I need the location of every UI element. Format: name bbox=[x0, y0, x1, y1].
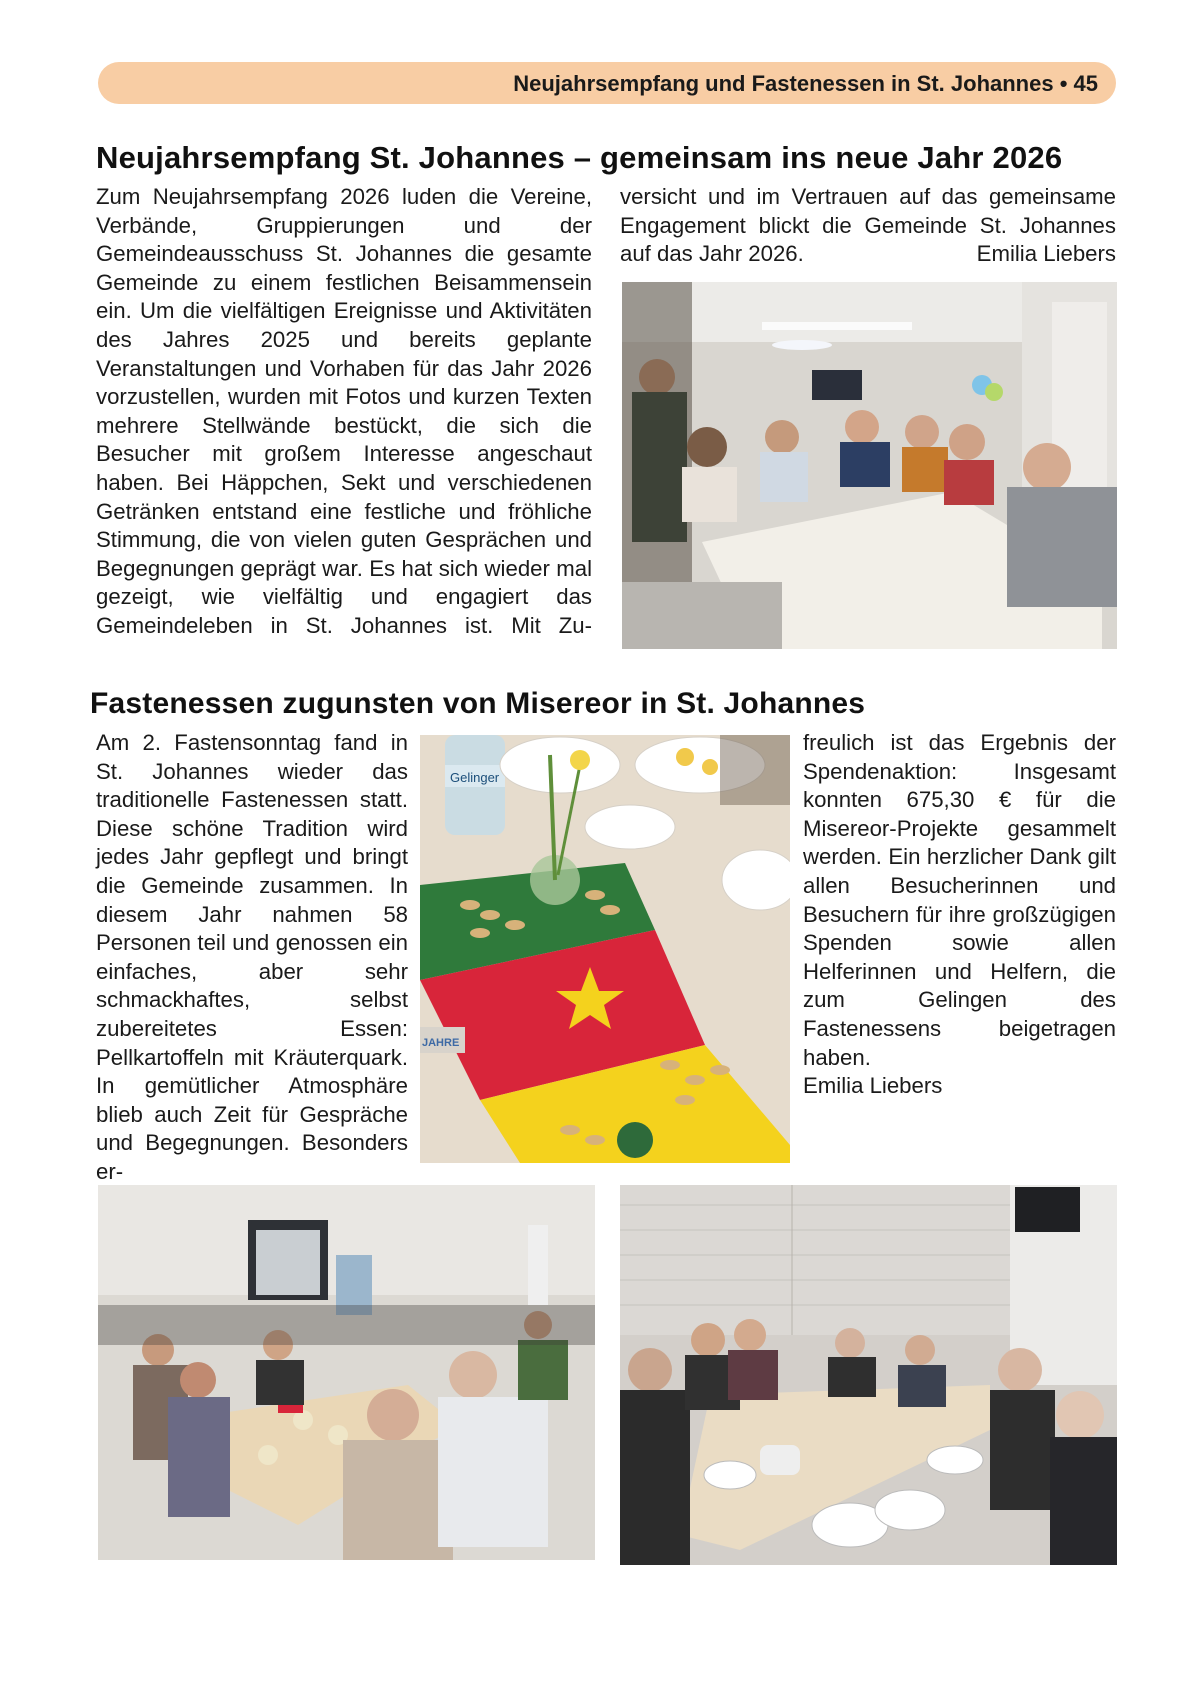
photo-table-decoration bbox=[420, 735, 790, 1163]
article1-author: Emilia Liebers bbox=[976, 241, 1116, 267]
bottle-label: Gelinger bbox=[450, 770, 500, 785]
photo-reception bbox=[622, 282, 1117, 649]
article1-column-left bbox=[96, 183, 592, 641]
article2-column-left bbox=[96, 729, 408, 1187]
article2-title: Fastenessen zugunsten von Misereor in St. Johannes bbox=[90, 687, 866, 720]
article1-body-left: Zum Neujahrsempfang 2026 luden die Vereine, Verbände, Gruppierungen und der Gemeindeausschuss St. Johannes die gesamte Gemeinde zu einem festlichen Beisammensein ein. Um die vielfältigen Ereignisse und Aktivitäten des Jahres 2025 und bereits geplante Veranstaltungen und Vorhaben für das Jahr 2026 vorzustellen, wurden mit Fotos und kurzen Texten mehrere Stellwände bestückt, die sich die Besucher mit großem Interesse angeschaut haben. Bei Häppchen, Sekt und verschiedenen Getränken entstand eine festliche und fröhliche Stimmung, die von vielen guten Gesprächen und Begegnungen geprägt war. Es hat sich wieder mal gezeigt, wie vielfältig und engagiert das Gemeindeleben in St. Johannes ist. Mit Zu- bbox=[96, 184, 592, 638]
article2-column-right bbox=[803, 729, 1116, 1101]
article2-author: Emilia Liebers bbox=[803, 1073, 943, 1099]
article1-title: Neujahrsempfang St. Johannes – gemeinsam ins neue Jahr 2026 bbox=[96, 140, 1063, 175]
article2-body-left: Am 2. Fastensonntag fand in St. Johannes wieder das traditionelle Fastenessen statt. Diese schöne Tradition wird jedes Jahr gepflegt und bringt die Gemeinde zusammen. In diesem Jahr nahmen 58 Personen teil und genossen ein einfaches, aber sehr schmackhaftes, selbst zubereitetes Essen: Pellkartoffeln mit Kräuterquark. In gemütlicher Atmosphäre blieb auch Zeit für Gespräche und Begegnungen. Besonders er- bbox=[96, 730, 408, 1184]
running-title: Neujahrsempfang und Fastenessen in St. Johannes • 45 bbox=[513, 71, 1098, 96]
header-band bbox=[98, 62, 1116, 104]
article1-column-right bbox=[620, 183, 1116, 269]
photo-dining-hall bbox=[98, 1185, 595, 1560]
article2-body-right: freulich ist das Ergebnis der Spendenaktion: Insgesamt konnten 675,30 € für die Misereor-Projekte gesammelt werden. Ein herzlicher Dank gilt allen Besucherinnen und Besuchern für ihre großzügigen Spenden sowie allen Helferinnen und Helfern, die zum Gelingen des Fastenessens beigetragen haben. bbox=[803, 730, 1116, 1070]
article1-body-right: versicht und im Vertrauen auf das gemeinsame Engagement blickt die Gemeinde St. Johannes auf das Jahr 2026. bbox=[620, 184, 1116, 267]
photo-long-table bbox=[620, 1185, 1117, 1565]
card-text: JAHRE bbox=[422, 1037, 460, 1049]
